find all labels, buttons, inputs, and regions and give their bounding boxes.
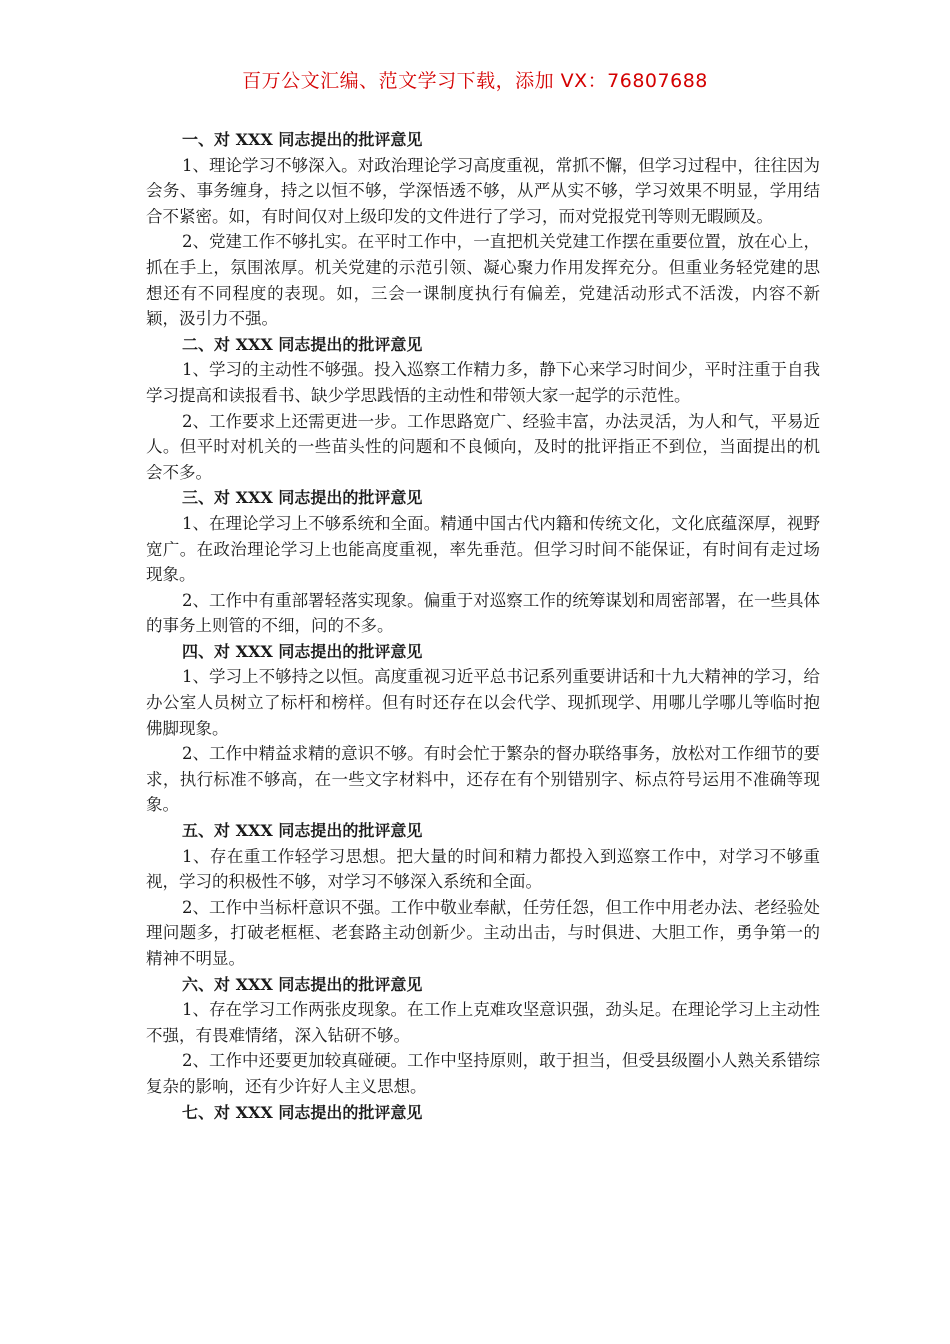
section-heading: 一、对 XXX 同志提出的批评意见 [182, 130, 423, 149]
section-heading: 二、对 XXX 同志提出的批评意见 [182, 334, 423, 354]
section-2 [146, 332, 820, 486]
section-4 [146, 639, 820, 818]
section-heading: 三、对 XXX 同志提出的批评意见 [182, 488, 423, 508]
document-body [146, 127, 820, 1125]
paragraph: 1、学习的主动性不够强。投入巡察工作精力多，静下心来学习时间少，平时注重于自我学习提高和读报看书、缺少学思践悟的主动性和带领大家一起学的示范性。 [146, 360, 820, 405]
paragraph: 1、学习上不够持之以恒。高度重视习近平总书记系列重要讲话和十九大精神的学习，给办公室人员树立了标杆和榜样。但有时还存在以会代学、现抓现学、用哪儿学哪儿等临时抱佛脚现象。 [146, 667, 820, 738]
section-3 [146, 485, 820, 639]
paragraph: 1、理论学习不够深入。对政治理论学习高度重视，常抓不懈，但学习过程中，往往因为会务、事务缠身，持之以恒不够，学深悟透不够，从严从实不够，学习效果不明显，学用结合不紧密。如，有时间仅对上级印发的文件进行了学习，而对党报党刊等则无暇顾及。 [146, 155, 820, 226]
section-heading: 七、对 XXX 同志提出的批评意见 [182, 1102, 423, 1122]
paragraph: 1、存在学习工作两张皮现象。在工作上克难攻坚意识强，劲头足。在理论学习上主动性不强，有畏难情绪，深入钻研不够。 [146, 1000, 820, 1045]
paragraph: 1、在理论学习上不够系统和全面。精通中国古代内籍和传统文化，文化底蕴深厚，视野宽广。在政治理论学习上也能高度重视，率先垂范。但学习时间不能保证，有时间有走过场现象。 [146, 513, 820, 585]
download-banner: 百万公文汇编、范文学习下载，添加 VX：76807688 [242, 70, 708, 92]
section-7 [146, 1100, 820, 1126]
paragraph: 2、工作中当标杆意识不强。工作中敬业奉献，任劳任怨，但工作中用老办法、老经验处理问题多，打破老框框、老套路主动创新少。主动出击，与时俱进、大胆工作，勇争第一的精神不明显。 [146, 897, 820, 968]
paragraph: 2、党建工作不够扎实。在平时工作中，一直把机关党建工作摆在重要位置，放在心上，抓在手上，氛围浓厚。机关党建的示范引领、凝心聚力作用发挥充分。但重业务轻党建的思想还有不同程度的表现。如，三会一课制度执行有偏差，党建活动形式不活泼，内容不新颖，汲引力不强。 [146, 232, 820, 329]
section-heading: 四、对 XXX 同志提出的批评意见 [182, 641, 423, 661]
section-heading: 六、对 XXX 同志提出的批评意见 [182, 974, 423, 994]
paragraph: 2、工作中有重部署轻落实现象。偏重于对巡察工作的统筹谋划和周密部署，在一些具体的事务上则管的不细，问的不多。 [146, 590, 820, 636]
paragraph: 1、存在重工作轻学习思想。把大量的时间和精力都投入到巡察工作中，对学习不够重视，学习的积极性不够，对学习不够深入系统和全面。 [146, 846, 820, 892]
section-5 [146, 818, 820, 972]
section-1 [146, 127, 820, 332]
paragraph: 2、工作中精益求精的意识不够。有时会忙于繁杂的督办联络事务，放松对工作细节的要求，执行标准不够高，在一些文字材料中，还存在有个别错别字、标点符号运用不准确等现象。 [146, 744, 820, 815]
paragraph: 2、工作中还要更加较真碰硬。工作中坚持原则，敢于担当，但受县级圈小人熟关系错综复杂的影响，还有少许好人主义思想。 [146, 1051, 820, 1096]
section-6 [146, 972, 820, 1100]
section-heading: 五、对 XXX 同志提出的批评意见 [182, 821, 423, 841]
paragraph: 2、工作要求上还需更进一步。工作思路宽广、经验丰富，办法灵活，为人和气，平易近人。但平时对机关的一些苗头性的问题和不良倾向，及时的批评指正不到位，当面提出的机会不多。 [146, 411, 820, 482]
